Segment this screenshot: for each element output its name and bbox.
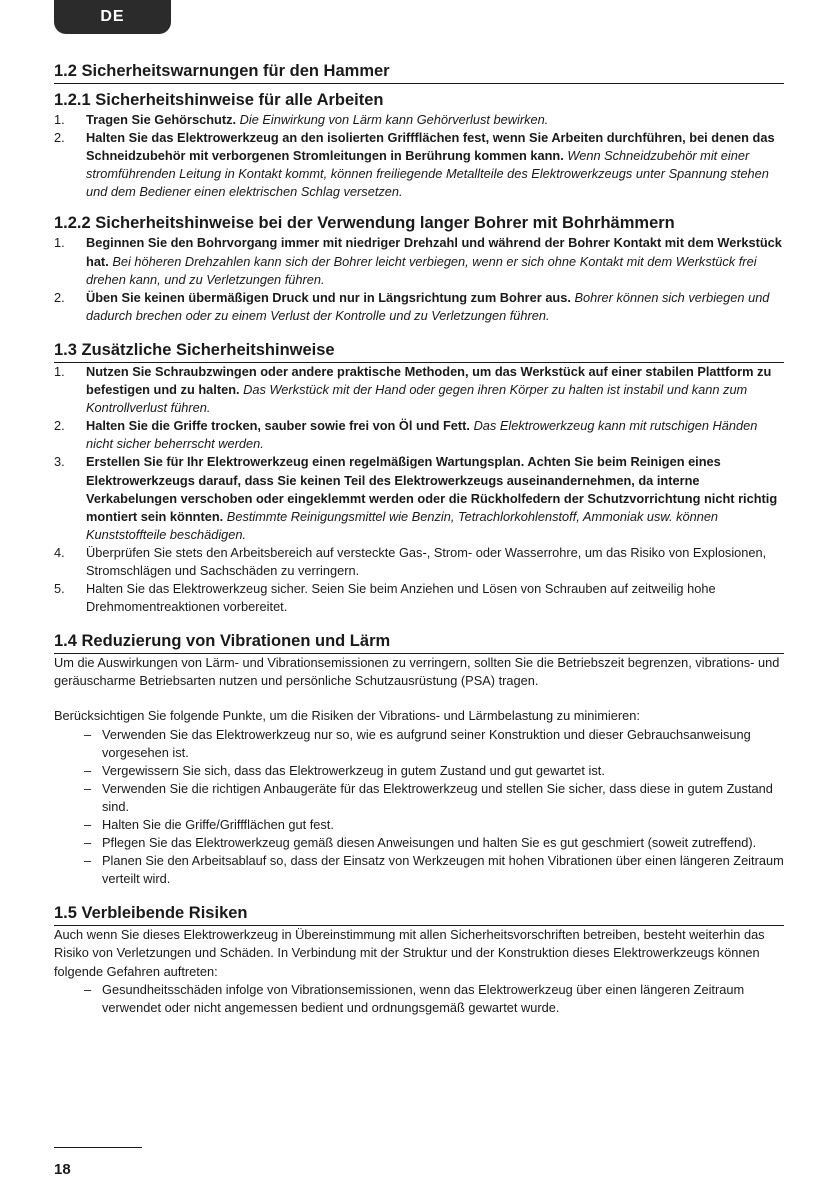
section-title-1-3: 1.3 Zusätzliche Sicherheitshinweise — [54, 339, 784, 363]
item-bold-text: Erstellen Sie für Ihr Elektrowerkzeug einen regelmäßigen Wartungsplan. Achten Sie beim Reinigen eines Elektrowerkzeugs darauf, dass Sie keinen Teil des Elektrowerkzeugs auseinandernehmen, da interne Verkabelungen verschoben oder eingeklemmt werden oder die Rückholfedern der Schutzvorrichtung nicht richtig montiert sein könnten. — [86, 454, 778, 524]
item-number: 1. — [54, 235, 65, 251]
item-bold-text: Nutzen Sie Schraubzwingen oder andere praktische Methoden, um das Werkstück auf einer stabilen Plattform zu befestigen und zu halten. — [86, 363, 772, 398]
list-item — [54, 417, 784, 453]
language-tab: DE — [54, 0, 171, 34]
dash-marker: – — [84, 835, 92, 851]
item-bold-text: Beginnen Sie den Bohrvorgang immer mit niedriger Drehzahl und während der Bohrer Kontakt mit dem Werkstück hat. — [86, 235, 782, 269]
item-italic-text: Bei höheren Drehzahlen kann sich der Bohrer leicht verbiegen, wenn er sich ohne Kontakt mit dem Werkstück frei drehen kann, und zu Verletzungen führen. — [86, 253, 757, 287]
item-number: 2. — [54, 130, 65, 146]
item-number: 2. — [54, 418, 65, 434]
bullet-text: Vergewissern Sie sich, dass das Elektrowerkzeug in gutem Zustand und gut gewartet ist. — [102, 762, 605, 778]
dash-marker: – — [84, 981, 92, 997]
bullet-item — [68, 834, 784, 852]
bullet-text: Gesundheitsschäden infolge von Vibrationsemissionen, wenn das Elektrowerkzeug über einen längeren Zeitraum verwendet oder nicht angemessen bedient und ordnungsgemäß gewartet wurde. — [102, 981, 745, 1015]
dash-marker: – — [84, 853, 92, 869]
list-1-3 — [54, 363, 784, 616]
bullet-item — [68, 762, 784, 780]
item-number: 1. — [54, 363, 65, 379]
dash-marker: – — [84, 780, 92, 796]
list-item — [54, 453, 784, 543]
item-italic-text: Das Elektrowerkzeug kann mit rutschigen Händen nicht sicher beherrscht werden. — [86, 418, 758, 452]
section-title-1-2-2: 1.2.2 Sicherheitshinweise bei der Verwendung langer Bohrer mit Bohrhämmern — [54, 214, 675, 233]
list-item — [54, 363, 784, 417]
section-title-1-4: 1.4 Reduzierung von Vibrationen und Lärm — [54, 630, 784, 654]
item-number: 5. — [54, 581, 65, 597]
page-number: 18 — [54, 1161, 71, 1178]
item-number: 4. — [54, 544, 65, 560]
list-item — [54, 580, 784, 616]
item-text: Halten Sie das Elektrowerkzeug sicher. Seien Sie beim Anziehen und Lösen von Schrauben auf zeitweilig hohe Drehmomentreaktionen vorbereitet. — [86, 581, 716, 615]
list-item — [54, 544, 784, 580]
item-number: 3. — [54, 454, 65, 470]
bullet-text: Verwenden Sie die richtigen Anbaugeräte für das Elektrowerkzeug und stellen Sie sicher, dass diese in gutem Zustand sind. — [102, 780, 773, 814]
page-content — [54, 60, 784, 1017]
bullet-item — [68, 816, 784, 834]
footer-rule — [54, 1147, 142, 1148]
section-title-1-2-1: 1.2.1 Sicherheitshinweise für alle Arbeiten — [54, 91, 384, 109]
bullet-item — [68, 981, 784, 1017]
bullet-text: Planen Sie den Arbeitsablauf so, dass der Einsatz von Werkzeugen mit hohen Vibrationen über einen längeren Zeitraum verteilt wird. — [102, 853, 784, 887]
list-item — [54, 289, 784, 325]
bullet-list-1-5 — [68, 981, 784, 1017]
list-1-2-2 — [54, 234, 784, 324]
item-text: Überprüfen Sie stets den Arbeitsbereich auf versteckte Gas-, Strom- oder Wasserrohre, um das Risiko von Explosionen, Stromschlägen und Sachschäden zu verringern. — [86, 544, 767, 578]
section-title-1-2: 1.2 Sicherheitswarnungen für den Hammer — [54, 60, 784, 84]
item-bold-text: Halten Sie das Elektrowerkzeug an den isolierten Griffflächen fest, wenn Sie Arbeiten durchführen, bei denen das Schneidzubehör mit verborgenen Stromleitungen in Berührung kommen kann. — [86, 130, 775, 164]
bullet-text: Verwenden Sie das Elektrowerkzeug nur so, wie es aufgrund seiner Konstruktion und dieser Gebrauchsanweisung vorgesehen ist. — [102, 726, 751, 760]
bullet-item — [68, 780, 784, 816]
bullet-text: Halten Sie die Griffe/Griffflächen gut fest. — [102, 817, 334, 832]
paragraph-1-4-lead: Berücksichtigen Sie folgende Punkte, um die Risiken der Vibrations- und Lärmbelastung zu minimieren: — [54, 708, 640, 724]
item-italic-text: Die Einwirkung von Lärm kann Gehörverlust bewirken. — [239, 112, 549, 127]
list-item — [54, 129, 784, 201]
paragraph-1-4-intro: Um die Auswirkungen von Lärm- und Vibrationsemissionen zu verringern, sollten Sie die Betriebszeit begrenzen, vibrations- und geräuscharme Betriebsarten nutzen und persönliche Schutzausrüstung (PSA) tragen. — [54, 655, 780, 689]
item-bold-text: Halten Sie die Griffe trocken, sauber sowie frei von Öl und Fett. — [86, 418, 470, 434]
bullet-text: Pflegen Sie das Elektrowerkzeug gemäß diesen Anweisungen und halten Sie es gut geschmiert (soweit zutreffend). — [102, 835, 757, 851]
item-bold-text: Üben Sie keinen übermäßigen Druck und nur in Längsrichtung zum Bohrer aus. — [86, 289, 571, 305]
list-1-2-1 — [54, 111, 784, 201]
paragraph-1-5-intro: Auch wenn Sie dieses Elektrowerkzeug in Übereinstimmung mit allen Sicherheitsvorschriften betreiben, besteht weiterhin das Risiko von Verletzungen und Schäden. In Verbindung mit der Struktur und der Konstruktion dieses Elektrowerkzeugs können folgende Gefahren auftreten: — [54, 927, 765, 979]
item-italic-text: Wenn Schneidzubehör mit einer stromführenden Leitung in Kontakt kommt, können freiliegende Metallteile des Elektrowerkzeugs unter Spannung stehen und dem Bediener einen elektrischen Schlag versetzen. — [86, 148, 769, 200]
dash-marker: – — [84, 762, 92, 778]
bullet-item — [68, 726, 784, 762]
list-item — [54, 111, 784, 129]
bullet-item — [68, 852, 784, 888]
list-item — [54, 234, 784, 288]
item-number: 1. — [54, 112, 65, 127]
item-number: 2. — [54, 289, 65, 305]
item-italic-text: Bohrer können sich verbiegen und dadurch brechen oder zu einem Verlust der Kontrolle und zu Verletzungen führen. — [86, 289, 770, 323]
dash-marker: – — [84, 817, 92, 832]
item-italic-text: Bestimmte Reinigungsmittel wie Benzin, Tetrachlorkohlenstoff, Ammoniak usw. können Kunststoffteile beschädigen. — [86, 508, 719, 542]
dash-marker: – — [84, 726, 92, 742]
section-title-1-5: 1.5 Verbleibende Risiken — [54, 902, 784, 926]
item-italic-text: Das Werkstück mit der Hand oder gegen ihren Körper zu halten ist instabil und kann zum Kontrollverlust führen. — [86, 382, 748, 416]
item-bold-text: Tragen Sie Gehörschutz. — [86, 112, 237, 127]
bullet-list-1-4 — [68, 726, 784, 889]
